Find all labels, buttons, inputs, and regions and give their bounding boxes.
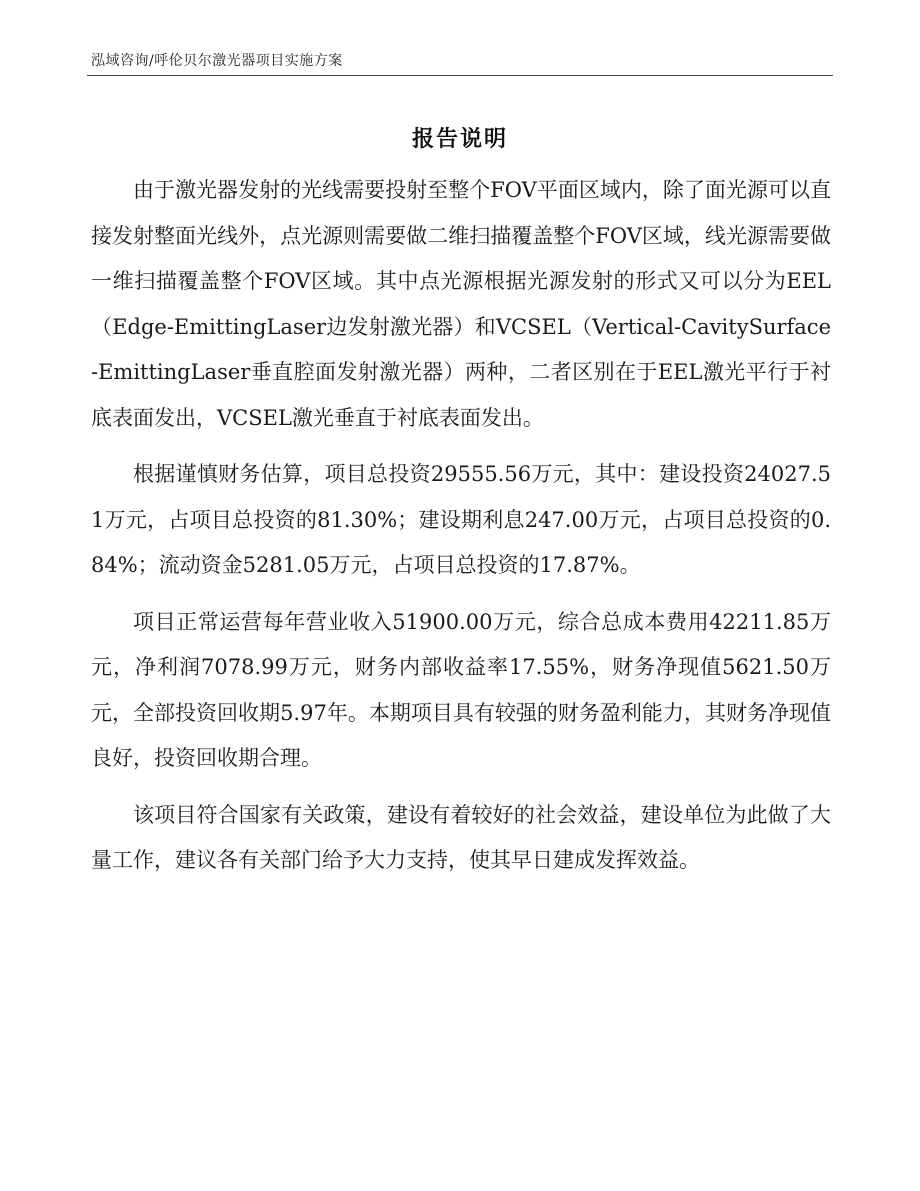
paragraph-conclusion: 该项目符合国家有关政策，建设有着较好的社会效益，建设单位为此做了大量工作，建议各有关部门给予大力支持，使其早日建成发挥效益。 <box>91 802 831 872</box>
paragraph-financials: 项目正常运营每年营业收入51900.00万元，综合总成本费用42211.85万元，净利润7078.99万元，财务内部收益率17.55%，财务净现值5621.50万元，全部投资回收期5.97年。本期项目具有较强的财务盈利能力，其财务净现值良好，投资回收期合理。 <box>91 609 831 770</box>
paragraph-laser-overview: 由于激光器发射的光线需要投射至整个FOV平面区域内，除了面光源可以直接发射整面光线外，点光源则需要做二维扫描覆盖整个FOV区域，线光源需要做一维扫描覆盖整个FOV区域。其中点光源根据光源发射的形式又可以分为EEL（Edge-EmittingLaser边发射激光器）和VCSEL（Vertical-CavitySurface-EmittingLaser垂直腔面发射激光器）两种，二者区别在于EEL激光平行于衬底表面发出，VCSEL激光垂直于衬底表面发出。 <box>91 178 831 430</box>
header-divider <box>87 75 833 76</box>
running-header: 泓域咨询/呼伦贝尔激光器项目实施方案 <box>91 53 343 69</box>
report-body <box>91 168 831 884</box>
paragraph-investment: 根据谨慎财务估算，项目总投资29555.56万元，其中：建设投资24027.51万元，占项目总投资的81.30%；建设期利息247.00万元，占项目总投资的0.84%；流动资金5281.05万元，占项目总投资的17.87%。 <box>91 462 831 577</box>
page-title: 报告说明 <box>411 126 508 152</box>
